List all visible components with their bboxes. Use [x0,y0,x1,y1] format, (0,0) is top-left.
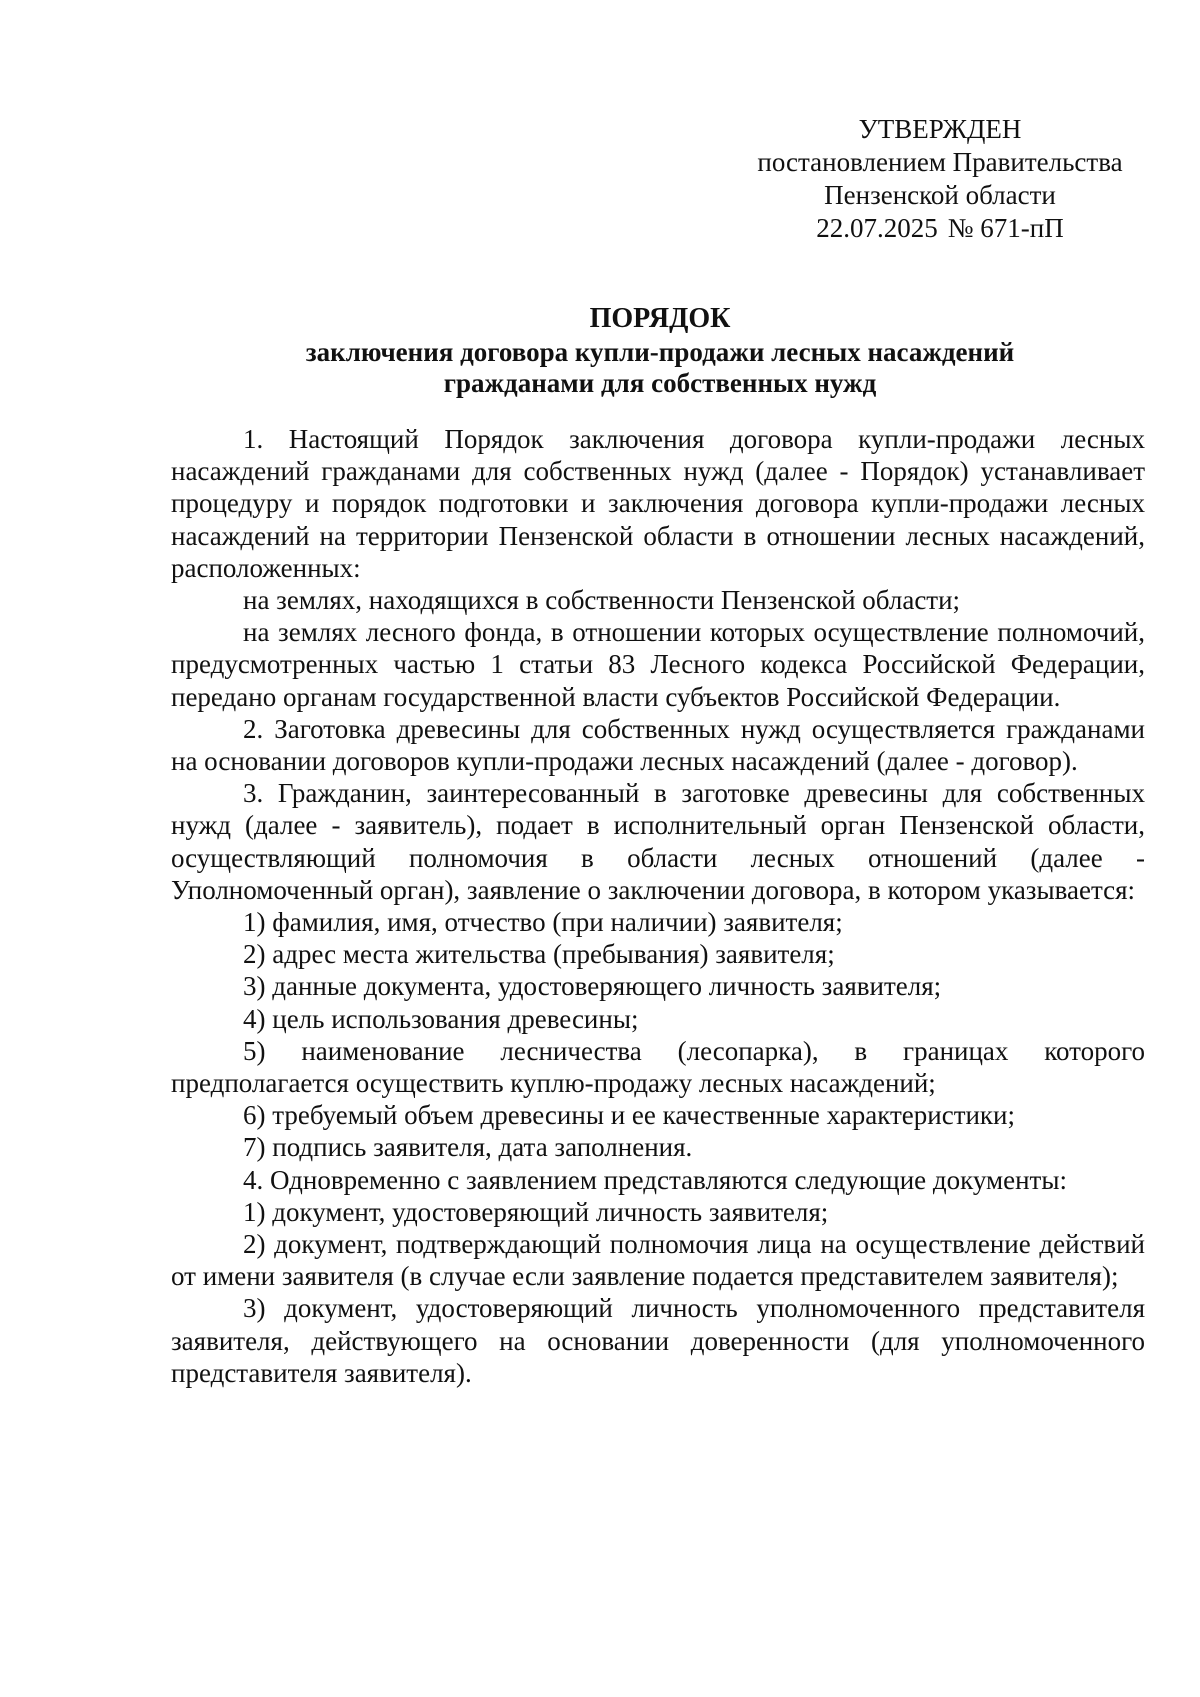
list-item: 2) адрес места жительства (пребывания) заявителя; [243,939,835,970]
document-title [165,303,1155,399]
list-item: 3) данные документа, удостоверяющего личность заявителя; [243,971,942,1002]
paragraph: 2. Заготовка древесины для собственных нужд осуществляется гражданами на основании договоров купли-продажи лесных насаждений (далее - договор). [171,713,1145,777]
list-item: 6) требуемый объем древесины и ее качественные характеристики; [243,1100,1016,1131]
list-item: 1) документ, удостоверяющий личность заявителя; [243,1196,829,1227]
approval-date: 22.07.2025 [816,213,938,243]
list-item: 3) документ, удостоверяющий личность уполномоченного представителя заявителя, действующего на основании доверенности (для уполномоченного представителя заявителя). [171,1293,1145,1388]
list-item: 5) наименование лесничества (лесопарка), в границах которого предполагается осуществить куплю-продажу лесных насаждений; [171,1035,1145,1099]
approval-stamp [740,113,1140,245]
list-item: 2) документ, подтверждающий полномочия лица на осуществление действий от имени заявителя (в случае если заявление подается представителем заявителя); [171,1229,1145,1292]
paragraph: на землях, находящихся в собственности Пензенской области; [243,585,961,616]
approval-authority: постановлением Правительства [757,147,1123,177]
title-main: ПОРЯДОК [589,303,731,334]
list-item: 7) подпись заявителя, дата заполнения. [243,1132,693,1163]
document-body [171,423,1145,1389]
approval-region: Пензенской области [824,180,1056,210]
title-line-2: заключения договора купли-продажи лесных насаждений [305,337,1015,367]
approval-heading: УТВЕРЖДЕН [858,114,1022,144]
approval-number: № 671-пП [947,213,1064,243]
approval-date-number [740,212,1140,245]
paragraph: 4. Одновременно с заявлением представляются следующие документы: [243,1164,1067,1195]
list-item: 4) цель использования древесины; [243,1003,639,1034]
list-item: 1) фамилия, имя, отчество (при наличии) заявителя; [243,907,843,938]
paragraph: 1. Настоящий Порядок заключения договора купли-продажи лесных насаждений гражданами для собственных нужд (далее - Порядок) устанавливает процедуру и порядок подготовки и заключения договора купли-продажи лесных насаждений на территории Пензенской области в отношении лесных насаждений, расположенных: [171,424,1145,583]
title-line-3: гражданами для собственных нужд [443,368,877,398]
paragraph: на землях лесного фонда, в отношении которых осуществление полномочий, предусмотренных частью 1 статьи 83 Лесного кодекса Российской Федерации, передано органам государственной власти субъектов Российской Федерации. [171,617,1145,712]
paragraph: 3. Гражданин, заинтересованный в заготовке древесины для собственных нужд (далее - заявитель), подает в исполнительный орган Пензенской области, осуществляющий полномочия в области лесных отношений (далее - Уполномоченный орган), заявление о заключении договора, в котором указывается: [171,778,1145,905]
